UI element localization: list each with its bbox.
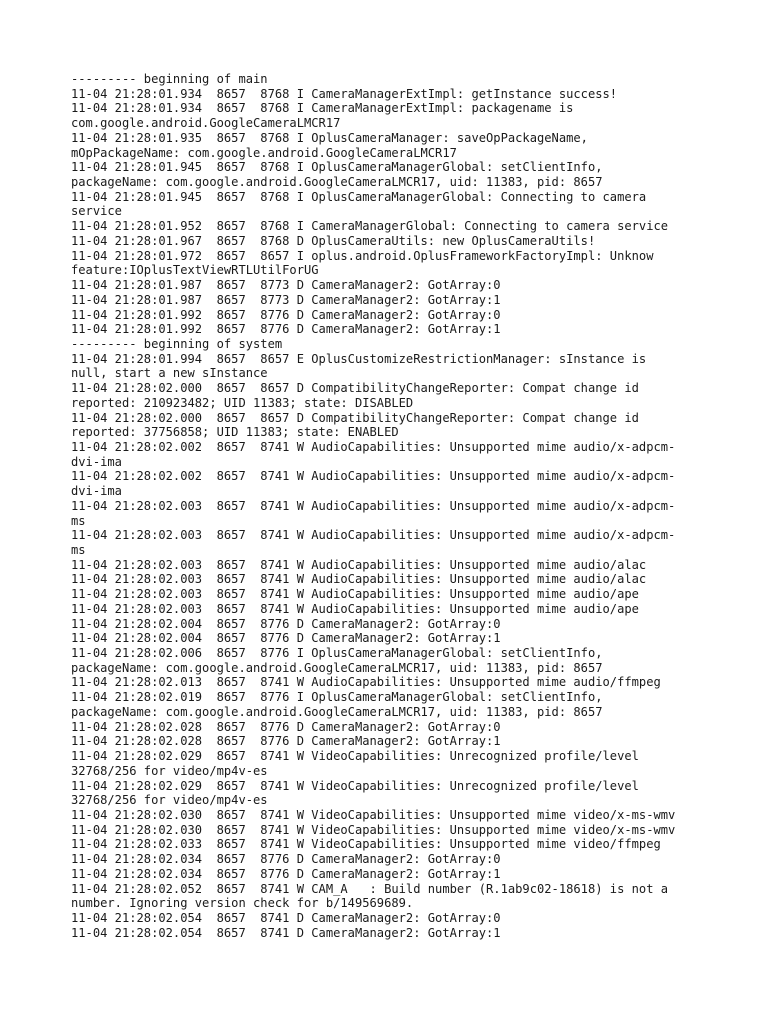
log-line: 32768/256 for video/mp4v-es bbox=[71, 793, 268, 808]
log-line: 11-04 21:28:01.967 8657 8768 D OplusCameraUtils: new OplusCameraUtils! bbox=[71, 233, 596, 248]
log-line: 11-04 21:28:02.003 8657 8741 W AudioCapabilities: Unsupported mime audio/alac bbox=[71, 557, 647, 572]
log-line: reported: 37756858; UID 11383; state: ENABLED bbox=[71, 425, 399, 440]
log-line: 11-04 21:28:02.028 8657 8776 D CameraManager2: GotArray:0 bbox=[71, 719, 501, 734]
log-line: dvi-ima bbox=[71, 484, 122, 499]
log-line: number. Ignoring version check for b/149569689. bbox=[71, 896, 414, 911]
log-line: 11-04 21:28:01.945 8657 8768 I OplusCameraManagerGlobal: setClientInfo, bbox=[71, 160, 603, 175]
log-line: 11-04 21:28:02.003 8657 8741 W AudioCapabilities: Unsupported mime audio/alac bbox=[71, 572, 647, 587]
log-line: 11-04 21:28:01.972 8657 8657 I oplus.android.OplusFrameworkFactoryImpl: Unknow bbox=[71, 248, 654, 263]
log-line: service bbox=[71, 204, 122, 219]
log-line: packageName: com.google.android.GoogleCameraLMCR17, uid: 11383, pid: 8657 bbox=[71, 704, 603, 719]
log-line: 11-04 21:28:02.030 8657 8741 W VideoCapabilities: Unsupported mime video/x-ms-wmv bbox=[71, 807, 676, 822]
log-line: 11-04 21:28:02.034 8657 8776 D CameraManager2: GotArray:0 bbox=[71, 852, 501, 867]
log-line: 11-04 21:28:01.934 8657 8768 I CameraManagerExtImpl: getInstance success! bbox=[71, 86, 618, 101]
log-line: 11-04 21:28:02.013 8657 8741 W AudioCapabilities: Unsupported mime audio/ffmpeg bbox=[71, 675, 661, 690]
log-line: ms bbox=[71, 543, 86, 557]
log-line: mOpPackageName: com.google.android.GoogleCameraLMCR17 bbox=[71, 145, 457, 160]
log-line: 11-04 21:28:02.006 8657 8776 I OplusCameraManagerGlobal: setClientInfo, bbox=[71, 646, 603, 661]
log-line: 11-04 21:28:02.054 8657 8741 D CameraManager2: GotArray:1 bbox=[71, 925, 501, 940]
log-line: 11-04 21:28:01.992 8657 8776 D CameraManager2: GotArray:1 bbox=[71, 322, 501, 337]
log-line: 11-04 21:28:02.019 8657 8776 I OplusCameraManagerGlobal: setClientInfo, bbox=[71, 690, 603, 705]
log-line: 11-04 21:28:02.029 8657 8741 W VideoCapabilities: Unrecognized profile/level bbox=[71, 778, 639, 793]
log-line: 11-04 21:28:02.029 8657 8741 W VideoCapabilities: Unrecognized profile/level bbox=[71, 749, 639, 764]
log-line: dvi-ima bbox=[71, 454, 122, 469]
log-line: 11-04 21:28:02.002 8657 8741 W AudioCapabilities: Unsupported mime audio/x-adpcm- bbox=[71, 439, 676, 454]
log-line: 11-04 21:28:02.003 8657 8741 W AudioCapabilities: Unsupported mime audio/ape bbox=[71, 587, 639, 602]
log-line: 11-04 21:28:02.033 8657 8741 W VideoCapabilities: Unsupported mime video/ffmpeg bbox=[71, 837, 661, 852]
log-line: 32768/256 for video/mp4v-es bbox=[71, 763, 268, 778]
log-line: 11-04 21:28:01.934 8657 8768 I CameraManagerExtImpl: packagename is bbox=[71, 101, 574, 116]
log-line: 11-04 21:28:02.000 8657 8657 D CompatibilityChangeReporter: Compat change id bbox=[71, 410, 639, 425]
log-line: 11-04 21:28:01.992 8657 8776 D CameraManager2: GotArray:0 bbox=[71, 307, 501, 322]
log-line: null, start a new sInstance bbox=[71, 366, 268, 381]
log-line: 11-04 21:28:02.004 8657 8776 D CameraManager2: GotArray:1 bbox=[71, 631, 501, 646]
log-line: 11-04 21:28:02.054 8657 8741 D CameraManager2: GotArray:0 bbox=[71, 910, 501, 925]
log-line: 11-04 21:28:02.000 8657 8657 D CompatibilityChangeReporter: Compat change id bbox=[71, 381, 639, 396]
log-line: reported: 210923482; UID 11383; state: DISABLED bbox=[71, 395, 414, 410]
log-line: 11-04 21:28:01.952 8657 8768 I CameraManagerGlobal: Connecting to camera service bbox=[71, 219, 669, 234]
log-line: 11-04 21:28:02.003 8657 8741 W AudioCapabilities: Unsupported mime audio/x-adpcm- bbox=[71, 528, 676, 543]
log-line: packageName: com.google.android.GoogleCameraLMCR17, uid: 11383, pid: 8657 bbox=[71, 175, 603, 190]
log-line: 11-04 21:28:01.994 8657 8657 E OplusCustomizeRestrictionManager: sInstance is bbox=[71, 351, 647, 366]
log-line: 11-04 21:28:02.030 8657 8741 W VideoCapabilities: Unsupported mime video/x-ms-wmv bbox=[71, 822, 676, 837]
log-line: 11-04 21:28:02.028 8657 8776 D CameraManager2: GotArray:1 bbox=[71, 734, 501, 749]
log-line: 11-04 21:28:02.002 8657 8741 W AudioCapabilities: Unsupported mime audio/x-adpcm- bbox=[71, 469, 676, 484]
log-text-block bbox=[71, 72, 711, 940]
log-line: 11-04 21:28:01.935 8657 8768 I OplusCameraManager: saveOpPackageName, bbox=[71, 130, 588, 145]
log-line: 11-04 21:28:02.003 8657 8741 W AudioCapabilities: Unsupported mime audio/ape bbox=[71, 601, 639, 616]
log-line: ms bbox=[71, 513, 86, 528]
log-line: com.google.android.GoogleCameraLMCR17 bbox=[71, 116, 341, 131]
log-line: --------- beginning of main bbox=[71, 72, 268, 86]
log-line: 11-04 21:28:02.052 8657 8741 W CAM_A : Build number (R.1ab9c02-18618) is not a bbox=[71, 881, 669, 896]
log-line: 11-04 21:28:02.034 8657 8776 D CameraManager2: GotArray:1 bbox=[71, 866, 501, 881]
log-line: 11-04 21:28:01.945 8657 8768 I OplusCameraManagerGlobal: Connecting to camera bbox=[71, 189, 647, 204]
log-line: 11-04 21:28:02.004 8657 8776 D CameraManager2: GotArray:0 bbox=[71, 616, 501, 631]
log-line: packageName: com.google.android.GoogleCameraLMCR17, uid: 11383, pid: 8657 bbox=[71, 660, 603, 675]
log-line: feature:IOplusTextViewRTLUtilForUG bbox=[71, 263, 319, 278]
log-line: --------- beginning of system bbox=[71, 336, 283, 351]
log-line: 11-04 21:28:01.987 8657 8773 D CameraManager2: GotArray:1 bbox=[71, 292, 501, 307]
log-line: 11-04 21:28:02.003 8657 8741 W AudioCapabilities: Unsupported mime audio/x-adpcm- bbox=[71, 498, 676, 513]
log-line: 11-04 21:28:01.987 8657 8773 D CameraManager2: GotArray:0 bbox=[71, 278, 501, 293]
